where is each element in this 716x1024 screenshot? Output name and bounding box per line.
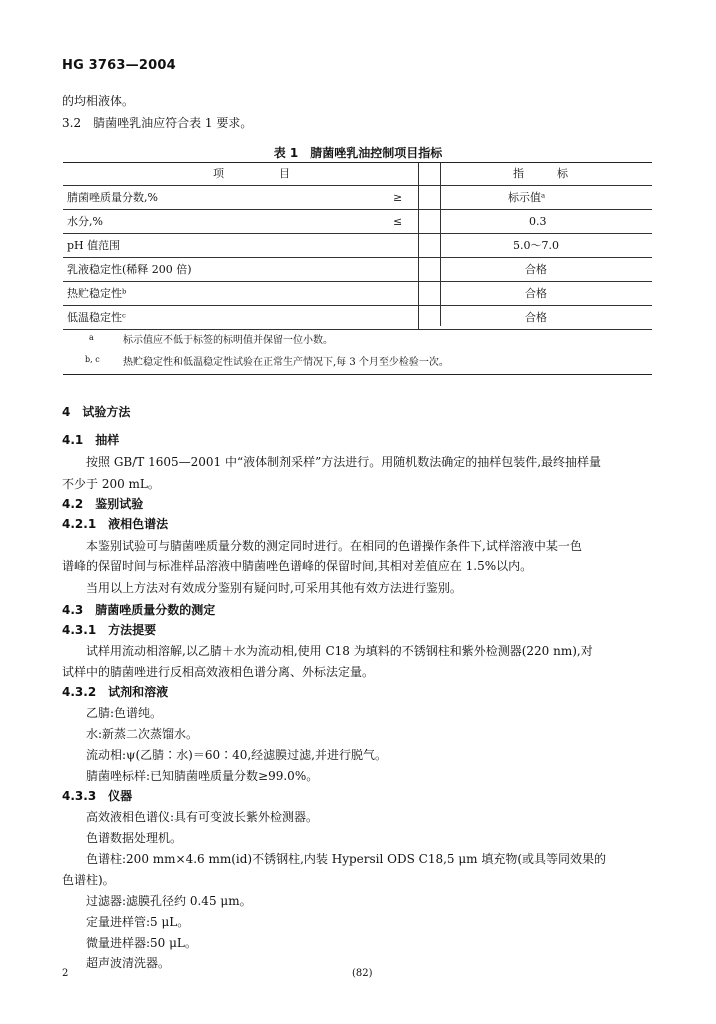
instrument-line: 色谱数据处理机。 [86, 831, 183, 845]
instrument-line: 色谱柱:200 mm×4.6 mm(id)不锈钢柱,内装 Hypersil ODS C18,5 μm 填充物(或具等同效果的 [86, 852, 607, 866]
section-4-heading: 4 试验方法 [62, 405, 131, 419]
table-row [63, 306, 652, 330]
header-value: 指 标 [513, 167, 568, 180]
doc-code-header: HG 3763—2004 [62, 58, 176, 73]
row-value: 标示值ᵃ [508, 191, 546, 204]
reagent-line: 水:新蒸二次蒸馏水。 [86, 727, 199, 741]
table-row [63, 186, 652, 210]
paragraph-line: 按照 GB/T 1605—2001 中“液体制剂采样”方法进行。用随机数法确定的抽样包装件,最终抽样量 [86, 455, 602, 469]
page-number: 2 [62, 968, 69, 979]
instrument-line: 高效液相色谱仪:具有可变波长紫外检测器。 [86, 810, 319, 824]
paragraph-line: 本鉴别试验可与腈菌唑质量分数的测定同时进行。在相同的色谱操作条件下,试样溶液中某一色 [86, 539, 582, 553]
section-4-1-heading: 4.1 抽样 [62, 433, 120, 447]
row-value: 5.0～7.0 [513, 239, 559, 252]
table-header-row [63, 163, 652, 186]
table-note [63, 330, 652, 352]
row-value: 合格 [525, 263, 547, 276]
row-op: ≤ [393, 215, 403, 228]
instrument-line: 色谱柱)。 [62, 873, 115, 887]
instrument-line: 超声波清洗器。 [86, 956, 171, 970]
section-4-2-heading: 4.2 鉴别试验 [62, 497, 144, 511]
reagent-line: 流动相:ψ(乙腈∶水)＝60∶40,经滤膜过滤,并进行脱气。 [86, 748, 387, 762]
instrument-line: 微量进样器:50 μL。 [86, 936, 197, 950]
instrument-line: 过滤器:滤膜孔径约 0.45 μm。 [86, 894, 252, 908]
row-op: ≥ [393, 191, 403, 204]
paragraph-line: 谱峰的保留时间与标准样品溶液中腈菌唑色谱峰的保留时间,其相对差值应在 1.5%以内。 [62, 559, 533, 573]
reagent-line: 腈菌唑标样:已知腈菌唑质量分数≥99.0%。 [86, 769, 319, 783]
row-item: 热贮稳定性ᵇ [67, 287, 127, 300]
table-note [63, 352, 652, 374]
section-4-3-1-heading: 4.3.1 方法提要 [62, 623, 157, 637]
note-text: 标示值应不低于标签的标明值并保留一位小数。 [123, 335, 333, 346]
page-code: (82) [352, 968, 373, 979]
spec-table [63, 162, 652, 375]
section-4-3-3-heading: 4.3.3 仪器 [62, 789, 133, 803]
header-item: 项 目 [213, 167, 290, 180]
reagent-line: 乙腈:色谱纯。 [86, 706, 163, 720]
row-value: 合格 [525, 287, 547, 300]
instrument-line: 定量进样管:5 μL。 [86, 915, 190, 929]
section-4-3-heading: 4.3 腈菌唑质量分数的测定 [62, 603, 216, 617]
note-mark: b, c [85, 355, 100, 364]
paragraph-line: 试样用流动相溶解,以乙腈＋水为流动相,使用 C18 为填料的不锈钢柱和紫外检测器(220 nm),对 [86, 644, 593, 658]
note-text: 热贮稳定性和低温稳定性试验在正常生产情况下,每 3 个月至少检验一次。 [123, 357, 449, 368]
paragraph-line: 不少于 200 mL。 [62, 477, 160, 491]
paragraph-line: 试样中的腈菌唑进行反相高效液相色谱分离、外标法定量。 [62, 665, 375, 679]
table-row [63, 258, 652, 282]
row-item: 腈菌唑质量分数,% [67, 191, 158, 204]
section-4-2-1-heading: 4.2.1 液相色谱法 [62, 517, 169, 531]
paragraph-line: 当用以上方法对有效成分鉴别有疑问时,可采用其他有效方法进行鉴别。 [86, 581, 462, 595]
table-row [63, 282, 652, 306]
row-value: 0.3 [529, 215, 547, 228]
intro-line-2: 3.2 腈菌唑乳油应符合表 1 要求。 [62, 116, 253, 130]
section-4-3-2-heading: 4.3.2 试剂和溶液 [62, 685, 169, 699]
row-item: 水分,% [67, 215, 103, 228]
intro-line-1: 的均相液体。 [62, 94, 135, 108]
row-item: pH 值范围 [67, 239, 121, 252]
note-mark: a [89, 333, 94, 342]
row-item: 低温稳定性ᶜ [67, 311, 126, 324]
table-row [63, 234, 652, 258]
row-item: 乳液稳定性(稀释 200 倍) [67, 263, 192, 276]
table-title: 表 1 腈菌唑乳油控制项目指标 [273, 146, 443, 160]
table-row [63, 210, 652, 234]
row-value: 合格 [525, 311, 547, 324]
